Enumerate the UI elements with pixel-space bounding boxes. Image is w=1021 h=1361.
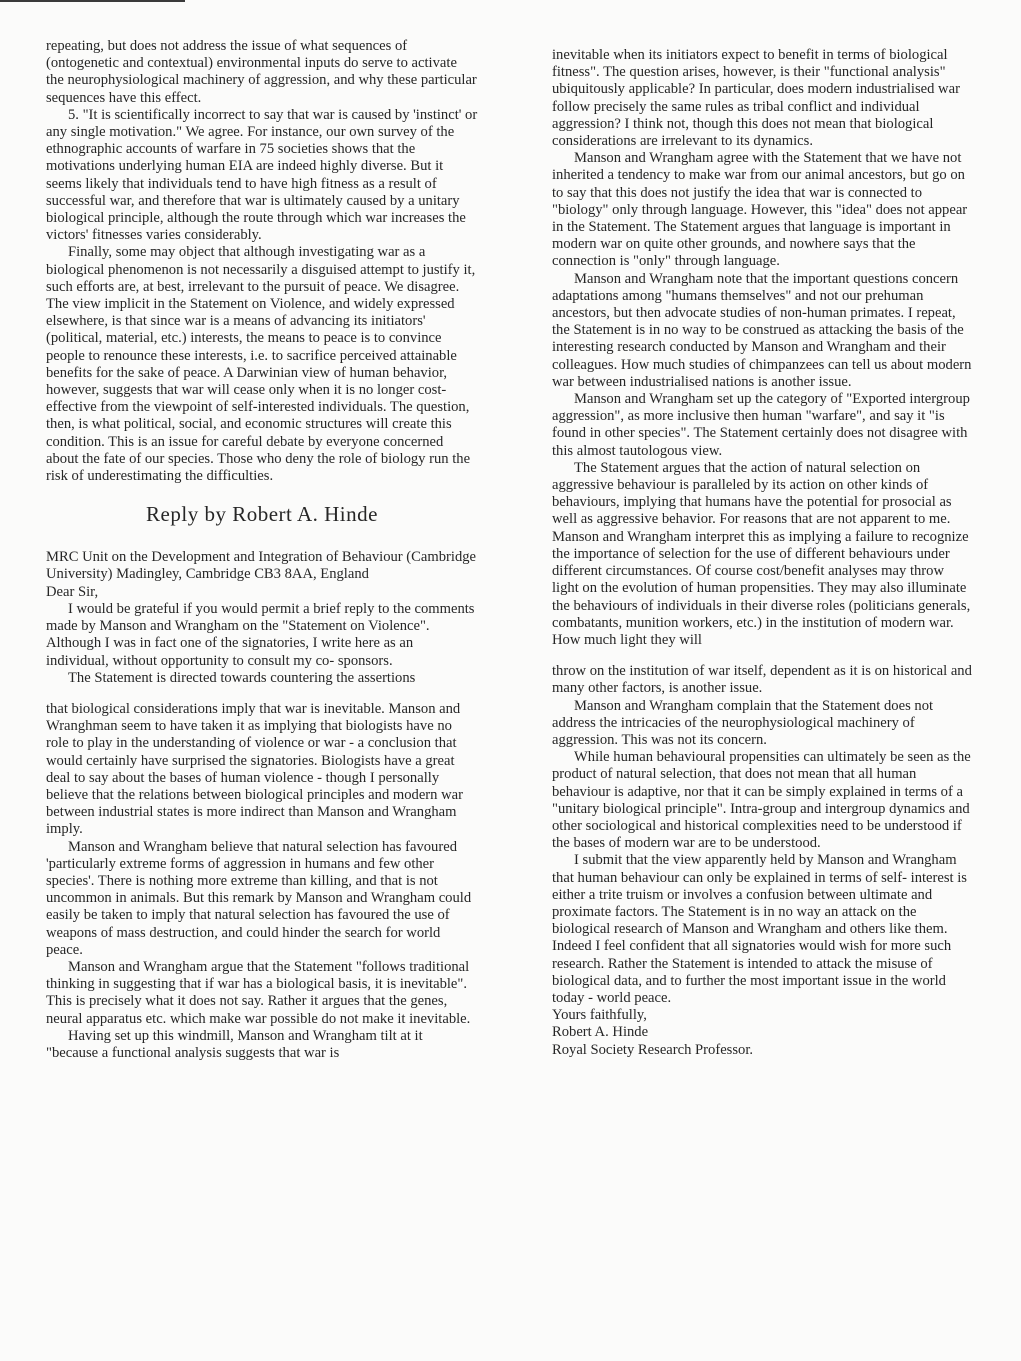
- paragraph: 5. "It is scientifically incorrect to say that war is caused by 'instinct' or any single motivation." We agree. For instance, our own survey of the ethnographic accounts of warfare in 75 societies shows that the motivations underlying human EIA are indeed highly diverse. But it seems likely that individuals tend to have high fitness as a result of successful war, and therefore that war is ultimately caused by a unitary biological principle, although the route through which war increases the victors' fitnesses varies considerably.: [46, 106, 478, 244]
- letter-paragraph: that biological considerations imply that war is inevitable. Manson and Wranghman seem to have taken it as implying that biologists have no role to play in the understanding of violence or war - a conclusion that would certainly have surprised the signatories. Biologists have a great deal to say about the bases of human violence - though I personally believe that the relations between biological principles and modern war between industrial states is more indirect than Manson and Wrangham imply.: [46, 700, 463, 838]
- letter-paragraph: Manson and Wrangham believe that natural selection has favoured 'particularly extreme forms of aggression in humans and few other species'. There is nothing more extreme than killing, and that is not uncommon in animals. But this remark by Manson and Wrangham could easily be taken to imply that natural selection has favoured the use of weapons of mass destruction, and could hinder the search for world peace.: [46, 838, 472, 958]
- top-rule: [0, 0, 185, 2]
- signature-title: Royal Society Research Professor.: [552, 1041, 754, 1058]
- salutation: Dear Sir,: [46, 583, 99, 600]
- letter-paragraph: Having set up this windmill, Manson and Wrangham tilt at it "because a functional analysis suggests that war is: [46, 1027, 423, 1061]
- paragraph: While human behavioural propensities can ultimately be seen as the product of natural selection, that does not mean that all human behaviour is adaptive, nor that it can be simply explained in terms of a "unitary biological principle". Intra-group and intergroup dynamics and other sociological and historical complexities need to be understood if the bases of modern war are to be understood.: [552, 749, 971, 852]
- paragraph: Manson and Wrangham complain that the Statement does not address the intricacies of the neurophysiological machinery of aggression. This was not its concern.: [552, 697, 934, 748]
- paragraph: Manson and Wrangham set up the category of "Exported intergroup aggression", as more inclusive then human "warfare", and say it "is found in other species". The Statement certainly does not disagree with this almost tautologous view.: [552, 391, 970, 459]
- letter-paragraph: Manson and Wrangham argue that the Statement "follows traditional thinking in suggesting that if war has a biological basis, it is inevitable". This is precisely what it does not say. Rather it argues that the genes, neural apparatus etc. which make war possible do not make it inevitable.: [46, 958, 471, 1027]
- reply-heading: Reply by Robert A. Hinde: [146, 502, 378, 527]
- paragraph-gap: [46, 687, 478, 701]
- paragraph: I submit that the view apparently held by Manson and Wrangham that human behaviour can only be explained in terms of self- interest is either a trite truism or involves a confusion between ultimate and proximate factors. The Statement is in no way an attack on the biological research of Manson and Wrangham and others like them. Indeed I feel confident that all signatories would wish for more such research. Rather the Statement is intended to attack the misuse of biological data, and to further the most important issue in the world today - world peace.: [552, 852, 967, 1006]
- paragraph: Manson and Wrangham agree with the Statement that we have not inherited a tendency to make war from our animal ancestors, but go on to say that this does not justify the idea that war is connected to "biology" only through language. However, this "idea" does not appear in the Statement. The Statement argues that language is important in modern war on quite other grounds, and nowhere says that the connection is "only" through language.: [552, 150, 968, 270]
- closing: Yours faithfully,: [552, 1007, 647, 1024]
- paragraph: throw on the institution of war itself, dependent as it is on historical and many other factors, is another issue.: [552, 663, 972, 697]
- right-column: [552, 47, 972, 1059]
- paragraph: Manson and Wrangham note that the important questions concern adaptations among "humans themselves" and not our prehuman ancestors, but then advocate studies of non-human primates. I repeat, the Statement is in no way to be construed as attacking the basis of the interesting research conducted by Manson and Wrangham and their colleagues. How much studies of chimpanzees can tell us about modern war between industrialised nations is another issue.: [552, 270, 972, 390]
- paragraph: The Statement argues that the action of natural selection on aggressive behaviour is paralleled by its action on other kinds of behaviours, implying that humans have the potential for prosocial as well as aggressive behavior. For reasons that are not apparent to me. Manson and Wrangham interpret this as implying a failure to recognize the importance of selection for the use of different behaviours under different circumstances. Of course cost/benefit analyses may throw light on the evolution of human propensities. They may also illuminate the behaviours of individuals in their diverse roles (politicians generals, combatants, munition workers, etc.) in the institution of modern war. How much light they will: [552, 459, 971, 648]
- paragraph: inevitable when its initiators expect to benefit in terms of biological fitness". The question arises, however, is their "functional analysis" ubiquitously applicable? In particular, does modern industrialised war follow precisely the same rules as tribal conflict and individual aggression? I think not, though this does not mean that biological considerations are irrelevant to its dynamics.: [552, 47, 960, 150]
- sender-address: MRC Unit on the Development and Integration of Behaviour (Cambridge University) Madingley, Cambridge CB3 8AA, England: [46, 549, 477, 583]
- paragraph: Finally, some may object that although investigating war as a biological phenomenon is not necessarily a disguised attempt to justify it, such efforts are, at best, irrelevant to the pursuit of peace. We disagree. The view implicit in the Statement on Violence, and widely expressed elsewhere, is that since war is a means of advancing its initiators' (political, material, etc.) interests, the means to peace is to convince people to renounce these interests, i.e. to sacrifice perceived attainable benefits for the sake of peace. A Darwinian view of human behavior, however, suggests that war will cease only when it is no longer cost-effective from the viewpoint of self-interested individuals. The question, then, is what political, social, and economic structures will create this condition. This is an issue for careful debate by everyone concerned about the fate of our species. Those who deny the role of biology run the risk of underestimating the difficulties.: [46, 244, 476, 485]
- signature-name: Robert A. Hinde: [552, 1024, 649, 1041]
- letter-paragraph: I would be grateful if you would permit a brief reply to the comments made by Manson and Wrangham on the "Statement on Violence". Although I was in fact one of the signatories, I write here as an individual, without opportunity to consult my co- sponsors.: [46, 600, 475, 669]
- letter-paragraph: The Statement is directed towards countering the assertions: [68, 669, 416, 686]
- paragraph: repeating, but does not address the issue of what sequences of (ontogenetic and contextual) environmental inputs do serve to activate the neurophysiological machinery of aggression, and why these particular sequences have this effect.: [46, 38, 477, 106]
- paragraph-gap: [552, 649, 972, 663]
- left-column: [46, 38, 478, 1062]
